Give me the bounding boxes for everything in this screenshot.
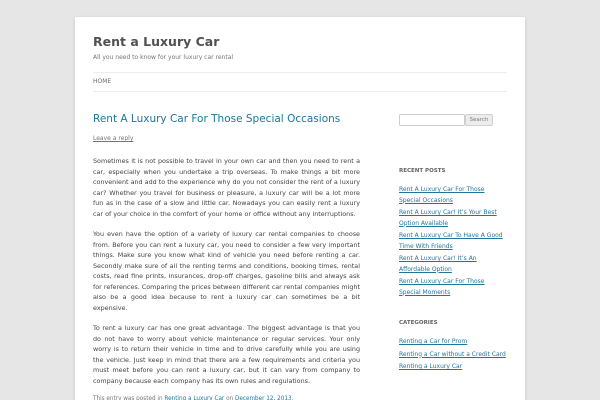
category-link[interactable]: Renting a Luxury Car (399, 363, 463, 370)
list-item (399, 337, 507, 348)
meta-suffix: . (291, 396, 294, 400)
search-button[interactable]: Search (465, 114, 493, 126)
list-item (399, 185, 507, 206)
post-paragraph: Sometimes it is not possible to travel in your own car and then you need to rent a car, especially when you undertake a trip overseas. To make things a bit more convenient and add to the experience why do you not consider the rent of a luxury car? Whether you travel for business or pleasure, a luxury car will be a lot more fun as in the case of a slow and little car. Nowadays you can easily rent a luxury car of your choice in the comfort of your home or office without any interruptions. (93, 157, 360, 218)
entry-meta (93, 396, 360, 400)
list-item (399, 254, 507, 275)
post-paragraph: You even have the option of a variety of luxury car rental companies to choose from. Before you can rent a luxury car, you need to consider a few very important things. Make sure you know what kind of vehicle you need before renting a car. Secondly make sure of all the renting terms and conditions, booking times, rental costs, read fine prints, insurances, drop-off charges, gasoline bills and always ask for references. Comparing the prices between different car rental companies might also be a good idea because to rent a luxury car can sometimes be a bit expensive. (93, 230, 360, 312)
sidebar (399, 114, 507, 375)
meta-on: on (224, 396, 235, 400)
categories-list (399, 337, 507, 373)
post-title[interactable]: Rent A Luxury Car For Those Special Occasions (93, 113, 341, 125)
categories-widget (399, 320, 507, 373)
category-link[interactable]: Renting a Car for Prom (399, 338, 468, 345)
list-item (399, 277, 507, 298)
main-content (93, 112, 360, 400)
meta-date-link[interactable]: December 12, 2013 (234, 396, 292, 400)
nav-home-link[interactable]: HOME (93, 78, 112, 85)
recent-post-link[interactable]: Rent A Luxury Car! It’s Your Best Option Available (399, 209, 497, 227)
recent-posts-widget (399, 168, 507, 298)
recent-post-link[interactable]: Rent A Luxury Car! It’s An Affordable Option (399, 255, 477, 273)
leave-reply-link[interactable]: Leave a reply (93, 135, 134, 142)
list-item (399, 362, 507, 373)
site-description: All you need to know for your luxury car rental (93, 54, 234, 61)
recent-posts-list (399, 185, 507, 298)
categories-title: CATEGORIES (399, 320, 438, 326)
category-link[interactable]: Renting a Car without a Credit Card (399, 350, 506, 358)
recent-post-link[interactable]: Rent A Luxury Car To Have A Good Time With Friends (399, 232, 503, 250)
page-container (75, 17, 525, 400)
list-item (399, 231, 507, 252)
main-navigation (93, 72, 507, 92)
search-input[interactable] (399, 114, 465, 126)
list-item (399, 350, 507, 361)
recent-post-link[interactable]: Rent A Luxury Car For Those Special Occasions (399, 186, 485, 204)
meta-prefix: This entry was posted in (93, 396, 165, 400)
meta-category-link[interactable]: Renting a Luxury Car (164, 396, 225, 400)
search-form (399, 114, 507, 128)
recent-post-link[interactable]: Rent A Luxury Car For Those Special Moments (399, 278, 485, 296)
list-item (399, 208, 507, 229)
recent-posts-title: RECENT POSTS (399, 168, 446, 174)
post-body (93, 156, 360, 386)
site-title-link[interactable]: Rent a Luxury Car (93, 34, 220, 49)
post-paragraph: To rent a luxury car has one great advantage. The biggest advantage is that you do not have to worry about vehicle maintenance or regular services. Your only worry is to return their vehicle in time and to drive carefully while you are using the vehicle. Just keep in mind that there are a few requirements and criteria you must meet before you can rent a luxury car, but it can vary from company to company because each company has its own rules and regulations. (93, 324, 360, 385)
